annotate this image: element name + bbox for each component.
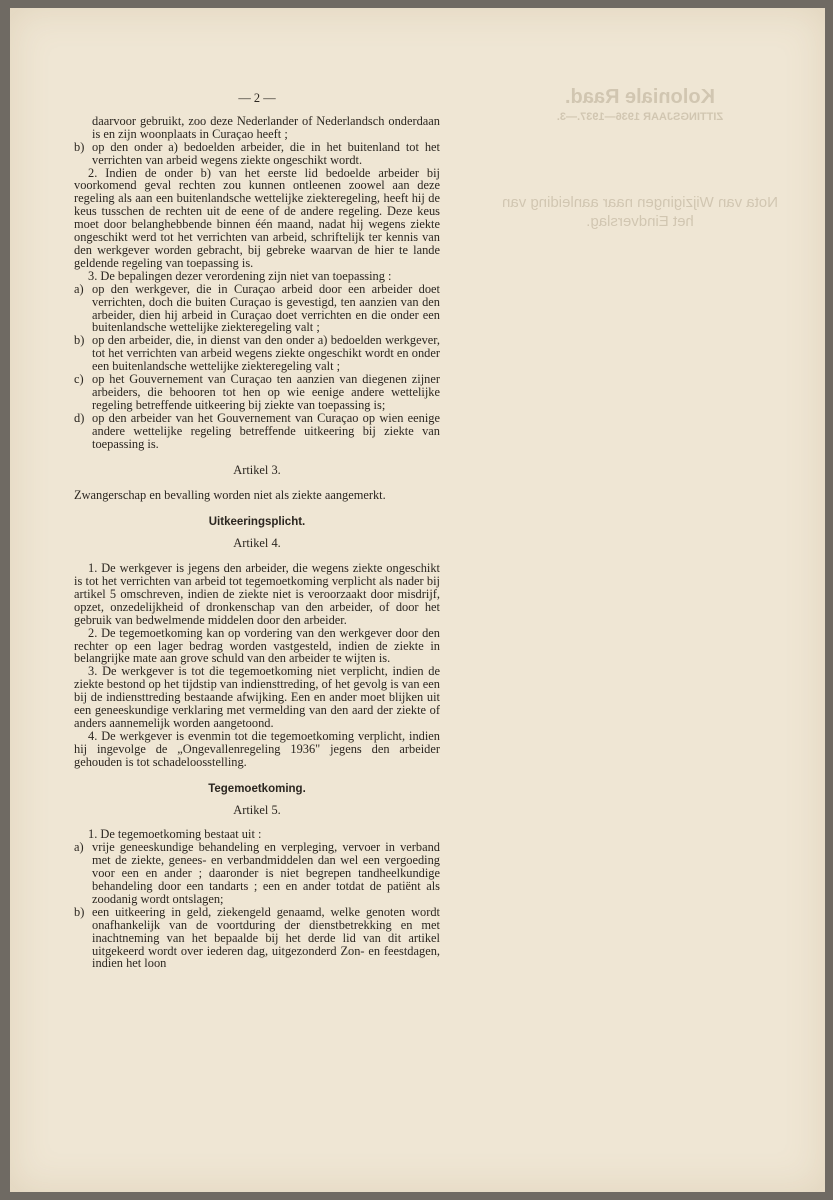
list-item-text: een uitkeering in geld, ziekengeld genaamd, welke genoten wordt onafhankelijk van de voortduring der dienstbetrekking en met inachtneming van het bepaalde bij het derde lid van dit artikel uitgekeerd wordt over iederen dag, uitgezonderd Zon- en feestdagen, indien het loon xyxy=(92,904,440,971)
paragraph-2: 2. Indien de onder b) van het eerste lid bedoelde arbeider bij voorkomend geval rechten zou kunnen ontleenen zoowel aan deze regeling als aan een buitenlandsche wettelijke ziekteregeling, heeft hij de keus tusschen de rechten uit de eene of de andere regeling. Deze keus moet door belanghebbende binnen één maand, nadat hij wegens ziekte ongeschikt werd tot het verrichten van arbeid, schriftelijk ter kennis van den werkgever worden gebracht, bij gebreke waarvan de hier te lande geldende regeling van toepassing is. xyxy=(74,165,440,270)
artikel-4-paragraph-4: 4. De werkgever is evenmin tot die tegemoetkoming verplicht, indien hij ingevolge de „Ongevallenregeling 1936" jegens den arbeider gehouden is tot schadeloosstelling. xyxy=(74,728,440,769)
list-item xyxy=(74,373,440,412)
list-item-label: c) xyxy=(74,372,84,387)
section-heading-uitkeeringsplicht: Uitkeeringsplicht. xyxy=(208,516,306,529)
list-item-text: op den werkgever, die in Curaçao arbeid door een arbeider doet verrichten, doch die buiten Curaçao is gevestigd, ten aanzien van den arbeider, dien hij arbeid in Curaçao doet verrichten en die onder een buitenlandsche wettelijke ziekteregeling valt ; xyxy=(92,281,440,335)
list-item xyxy=(74,283,440,335)
bleed-subtitle: ZITTINGSJAAR 1936—1937.—3. xyxy=(556,111,724,123)
list-item-label: b) xyxy=(74,139,85,154)
bleed-title: Koloniale Raad. xyxy=(564,86,716,108)
list-item-text: op den arbeider, die, in dienst van den onder a) bedoelden werkgever, tot het verrichten van arbeid wegens ziekte ongeschikt wordt en onder een buitenlandsche wettelijke ziekteregeling valt ; xyxy=(92,333,440,374)
artikel-4-title: Artikel 4. xyxy=(233,536,281,551)
list-item-text: op den arbeider van het Gouvernement van Curaçao op wien eenige andere wettelijke regeling betreffende uitkeering bij ziekte van toepassing is. xyxy=(92,410,440,451)
artikel-4-paragraph-3: 3. De werkgever is tot die tegemoetkoming niet verplicht, indien de ziekte bestond op het tijdstip van indiensttreding, of het gevolg is van een bij de indiensttreding bestaande afwijking. Een en ander moet blijken uit een geneeskundige verklaring met vermelding van den aard der ziekte of anders aannemelijk worden aangetoond. xyxy=(74,664,440,730)
list-item-text: vrije geneeskundige behandeling en verpleging, vervoer in verband met de ziekte, genees- en verbandmiddelen dan wel een vergoeding voor een en ander ; daaronder is niet begrepen tandheelkundige behandeling door een tandarts ; een en ander totdat de patiënt als zoodanig wordt ontslagen; xyxy=(92,840,440,906)
list-item xyxy=(74,334,440,373)
section-heading-tegemoetkoming: Tegemoetkoming. xyxy=(208,782,306,795)
list-item xyxy=(74,906,440,971)
list-item-label: b) xyxy=(74,333,85,348)
list-item xyxy=(74,141,440,167)
bleed-note: Nota van Wijzigingen naar aanleiding van het Eindverslag. xyxy=(502,194,779,230)
paragraph-3: 3. De bepalingen dezer verordening zijn niet van toepassing : xyxy=(88,268,392,283)
artikel-4-paragraph-2: 2. De tegemoetkoming kan op vordering van den werkgever door den rechter op een lager bedrag worden vastgesteld, indien de ziekte in belangrijke mate aan grove schuld van den arbeider te wijten is. xyxy=(74,625,440,666)
artikel-3-title: Artikel 3. xyxy=(233,463,281,478)
intro-continuation xyxy=(74,115,440,141)
list-item-text: op den onder a) bedoelden arbeider, die in het buitenland tot het verrichten van arbeid wegens ziekte ongeschikt wordt. xyxy=(92,139,440,167)
page-number: — 2 — xyxy=(238,91,276,105)
list-item-label: a) xyxy=(74,281,84,296)
artikel-4-paragraph-1: 1. De werkgever is jegens den arbeider, die wegens ziekte ongeschikt is tot het verrichten van arbeid tot tegemoetkoming verplicht als nader bij artikel 5 omschreven, indien de ziekte niet is veroorzaakt door misdrijf, opzet, onzedelijkheid of dronkenschap van den arbeider, of door het gebruik van bedwelmende middelen door den arbeider. xyxy=(74,561,440,627)
list-item xyxy=(74,412,440,451)
artikel-5-intro: 1. De tegemoetkoming bestaat uit : xyxy=(88,827,262,842)
list-item-label: b) xyxy=(74,904,85,919)
list-item-label: d) xyxy=(74,410,85,425)
list-item xyxy=(74,841,440,906)
artikel-3-text: Zwangerschap en bevalling worden niet als ziekte aangemerkt. xyxy=(74,488,386,503)
artikel-5-title: Artikel 5. xyxy=(233,802,281,817)
page-text xyxy=(74,92,440,970)
bleed-through-text xyxy=(490,86,790,231)
list-item-label: a) xyxy=(74,840,84,855)
intro-line: daarvoor gebruikt, zoo deze Nederlander of Nederlandsch onderdaan is en zijn woonplaats in Curaçao heeft ; xyxy=(92,113,440,141)
list-item-text: op het Gouvernement van Curaçao ten aanzien van diegenen zijner arbeiders, die behooren tot hen op wie eenige andere wettelijke regeling betreffende uitkeering bij ziekte van toepassing is; xyxy=(92,372,440,412)
document-page xyxy=(10,8,825,1192)
